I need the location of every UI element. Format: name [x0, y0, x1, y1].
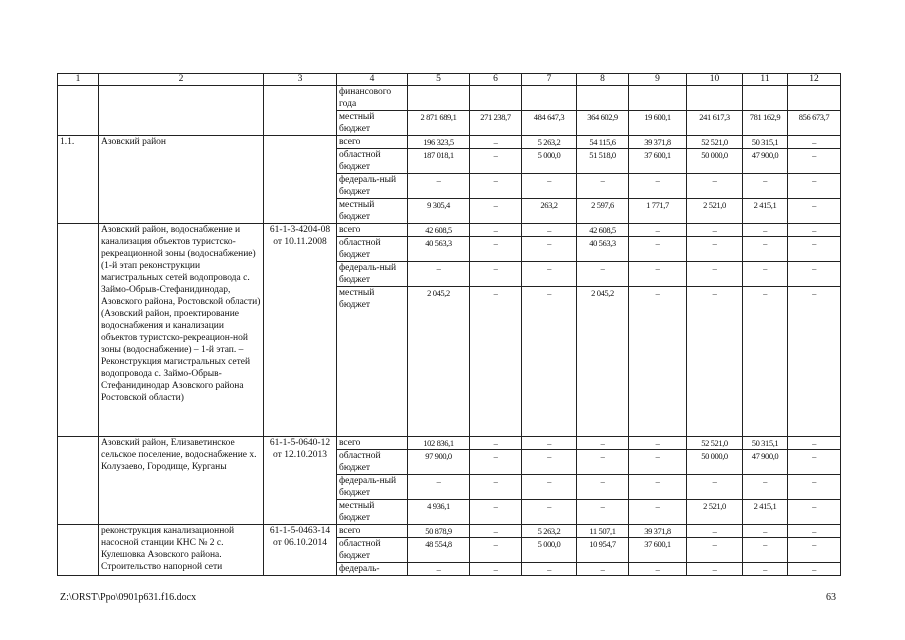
header-cell: 8	[577, 74, 629, 86]
value-cell: –	[687, 563, 743, 576]
row-label: финансового года	[337, 86, 408, 111]
row-label: всего	[337, 224, 408, 237]
footer-page-number: 63	[826, 592, 836, 603]
value-cell: –	[522, 563, 577, 576]
value-cell: –	[629, 287, 687, 437]
row-number: 1.1.	[58, 136, 99, 224]
value-cell: 37 600,1	[629, 149, 687, 174]
header-cell: 3	[264, 74, 337, 86]
value-cell: 39 371,8	[629, 525, 687, 538]
value-cell: –	[522, 237, 577, 262]
row-label: всего	[337, 437, 408, 450]
value-cell: –	[577, 563, 629, 576]
value-cell: 2 597,6	[577, 199, 629, 224]
value-cell: –	[743, 237, 788, 262]
value-cell: 52 521,0	[687, 136, 743, 149]
value-cell: –	[743, 287, 788, 437]
value-cell: –	[577, 174, 629, 199]
value-cell: –	[687, 287, 743, 437]
value-cell: –	[687, 475, 743, 500]
value-cell: –	[629, 475, 687, 500]
header-cell: 10	[687, 74, 743, 86]
value-cell: –	[522, 450, 577, 475]
value-cell: –	[577, 500, 629, 525]
value-cell: –	[743, 475, 788, 500]
table-row	[58, 86, 841, 111]
footer-file-path: Z:\ORST\Ppo\0901p631.f16.docx	[60, 592, 197, 603]
row-label: областной бюджет	[337, 149, 408, 174]
value-cell: –	[788, 237, 841, 262]
row-number	[58, 525, 99, 576]
value-cell: 97 900,0	[408, 450, 470, 475]
table-row	[58, 224, 841, 237]
value-cell: –	[788, 437, 841, 450]
value-cell: –	[522, 224, 577, 237]
row-label: федераль-ный бюджет	[337, 262, 408, 287]
value-cell: 9 305,4	[408, 199, 470, 224]
value-cell: 50 315,1	[743, 136, 788, 149]
object-name: реконструкция канализационной насосной станции КНС № 2 с. Кулешовка Азовского района. Строительство напорной сети	[99, 525, 264, 576]
value-cell: –	[687, 237, 743, 262]
row-label: всего	[337, 136, 408, 149]
value-cell: 1 771,7	[629, 199, 687, 224]
row-number	[58, 437, 99, 525]
value-cell: –	[470, 563, 522, 576]
value-cell: 19 600,1	[629, 111, 687, 136]
value-cell: 2 415,1	[743, 199, 788, 224]
value-cell: –	[743, 538, 788, 563]
value-cell: 856 673,7	[788, 111, 841, 136]
row-label: местный бюджет	[337, 287, 408, 437]
value-cell: –	[788, 538, 841, 563]
value-cell: 2 521,0	[687, 199, 743, 224]
value-cell: –	[470, 149, 522, 174]
value-cell: 47 900,0	[743, 450, 788, 475]
value-cell: –	[470, 500, 522, 525]
value-cell: –	[687, 174, 743, 199]
row-label: местный бюджет	[337, 111, 408, 136]
value-cell: –	[788, 450, 841, 475]
row-label: областной бюджет	[337, 450, 408, 475]
table-row	[58, 525, 841, 538]
value-cell: 271 238,7	[470, 111, 522, 136]
value-cell: –	[522, 475, 577, 500]
value-cell: –	[687, 525, 743, 538]
value-cell: 40 563,3	[408, 237, 470, 262]
row-label: федераль-	[337, 563, 408, 576]
value-cell: 5 263,2	[522, 525, 577, 538]
value-cell: –	[470, 237, 522, 262]
object-code	[264, 136, 337, 224]
value-cell: –	[470, 525, 522, 538]
value-cell: 48 554,8	[408, 538, 470, 563]
document-page	[57, 73, 840, 576]
object-code: 61-1-5-0463-14 от 06.10.2014	[264, 525, 337, 576]
value-cell: –	[470, 450, 522, 475]
value-cell: –	[788, 174, 841, 199]
value-cell: –	[522, 500, 577, 525]
value-cell: 2 045,2	[577, 287, 629, 437]
value-cell: 263,2	[522, 199, 577, 224]
value-cell: 364 602,9	[577, 111, 629, 136]
column-number-row	[58, 74, 841, 86]
value-cell: –	[788, 149, 841, 174]
value-cell: –	[408, 475, 470, 500]
value-cell: 47 900,0	[743, 149, 788, 174]
header-cell: 12	[788, 74, 841, 86]
row-label: всего	[337, 525, 408, 538]
value-cell: –	[577, 475, 629, 500]
value-cell: –	[788, 199, 841, 224]
value-cell: –	[788, 262, 841, 287]
row-number	[58, 224, 99, 437]
value-cell: 241 617,3	[687, 111, 743, 136]
value-cell: 42 608,5	[577, 224, 629, 237]
value-cell: 2 871 689,1	[408, 111, 470, 136]
value-cell: –	[522, 437, 577, 450]
value-cell: –	[687, 538, 743, 563]
header-cell: 11	[743, 74, 788, 86]
value-cell: 40 563,3	[577, 237, 629, 262]
value-cell: 484 647,3	[522, 111, 577, 136]
value-cell: –	[788, 525, 841, 538]
value-cell: 11 507,1	[577, 525, 629, 538]
value-cell: 10 954,7	[577, 538, 629, 563]
value-cell: 196 323,5	[408, 136, 470, 149]
value-cell: –	[470, 224, 522, 237]
value-cell: –	[788, 136, 841, 149]
table-row	[58, 437, 841, 450]
header-cell: 1	[58, 74, 99, 86]
value-cell: –	[577, 450, 629, 475]
value-cell: 5 000,0	[522, 538, 577, 563]
value-cell: –	[408, 174, 470, 199]
value-cell: 37 600,1	[629, 538, 687, 563]
value-cell: –	[743, 262, 788, 287]
value-cell: 50 000,0	[687, 149, 743, 174]
value-cell: –	[629, 174, 687, 199]
value-cell: –	[788, 563, 841, 576]
value-cell: –	[470, 437, 522, 450]
value-cell: 187 018,1	[408, 149, 470, 174]
budget-table	[57, 73, 841, 576]
value-cell: –	[788, 287, 841, 437]
object-name: Азовский район	[99, 136, 264, 224]
value-cell: 5 000,0	[522, 149, 577, 174]
value-cell: –	[788, 475, 841, 500]
value-cell: –	[629, 237, 687, 262]
value-cell: –	[470, 136, 522, 149]
row-label: местный бюджет	[337, 199, 408, 224]
value-cell: –	[470, 199, 522, 224]
value-cell: –	[743, 563, 788, 576]
header-cell: 4	[337, 74, 408, 86]
value-cell: –	[629, 224, 687, 237]
row-label: федераль-ный бюджет	[337, 475, 408, 500]
header-cell: 6	[470, 74, 522, 86]
value-cell: 50 315,1	[743, 437, 788, 450]
value-cell: –	[470, 287, 522, 437]
header-cell: 5	[408, 74, 470, 86]
row-label: областной бюджет	[337, 237, 408, 262]
value-cell: –	[629, 500, 687, 525]
row-label: областной бюджет	[337, 538, 408, 563]
value-cell: –	[629, 563, 687, 576]
value-cell: –	[743, 224, 788, 237]
value-cell: 2 045,2	[408, 287, 470, 437]
value-cell: 5 263,2	[522, 136, 577, 149]
value-cell: –	[743, 525, 788, 538]
value-cell: 50 000,0	[687, 450, 743, 475]
value-cell: –	[687, 262, 743, 287]
value-cell: 42 608,5	[408, 224, 470, 237]
value-cell: –	[470, 262, 522, 287]
value-cell: 4 936,1	[408, 500, 470, 525]
value-cell: –	[629, 437, 687, 450]
value-cell: –	[470, 538, 522, 563]
value-cell: –	[577, 437, 629, 450]
object-code: 61-1-3-4204-08 от 10.11.2008	[264, 224, 337, 437]
value-cell: –	[522, 262, 577, 287]
value-cell: –	[470, 174, 522, 199]
value-cell: –	[522, 287, 577, 437]
value-cell: 39 371,8	[629, 136, 687, 149]
table-row	[58, 136, 841, 149]
value-cell: 102 836,1	[408, 437, 470, 450]
value-cell: –	[577, 262, 629, 287]
row-label: федераль-ный бюджет	[337, 174, 408, 199]
value-cell: –	[788, 500, 841, 525]
value-cell: –	[788, 224, 841, 237]
object-name: Азовский район, водоснабжение и канализация объектов туристско-рекреационной зоны (водоснабжение) (1-й этап реконструкции магистральных сетей водопровода с. Займо-Обрыв-Стефанидинодар, Азовского района, Ростовской области) (Азовский район, проектирование водоснабжения и канализации объектов туристско-рекреацион-ной зоны (водоснабжение) – 1-й этап. – Реконструкция магистральных сетей водопровода с. Займо-Обрыв-Стефанидинодар Азовского района Ростовской области)	[99, 224, 264, 437]
header-cell: 9	[629, 74, 687, 86]
header-cell: 2	[99, 74, 264, 86]
value-cell: –	[687, 224, 743, 237]
value-cell: –	[629, 262, 687, 287]
value-cell: –	[408, 262, 470, 287]
value-cell: 52 521,0	[687, 437, 743, 450]
value-cell: 2 415,1	[743, 500, 788, 525]
value-cell: 2 521,0	[687, 500, 743, 525]
header-cell: 7	[522, 74, 577, 86]
value-cell: 54 115,6	[577, 136, 629, 149]
value-cell: –	[629, 450, 687, 475]
value-cell: 51 518,0	[577, 149, 629, 174]
value-cell: –	[408, 563, 470, 576]
object-name: Азовский район, Елизаветинское сельское поселение, водоснабжение х. Колузаево, Городище, Курганы	[99, 437, 264, 525]
value-cell: –	[743, 174, 788, 199]
row-label: местный бюджет	[337, 500, 408, 525]
value-cell: –	[470, 475, 522, 500]
object-code: 61-1-5-0640-12 от 12.10.2013	[264, 437, 337, 525]
value-cell: 50 878,9	[408, 525, 470, 538]
value-cell: 781 162,9	[743, 111, 788, 136]
value-cell: –	[522, 174, 577, 199]
